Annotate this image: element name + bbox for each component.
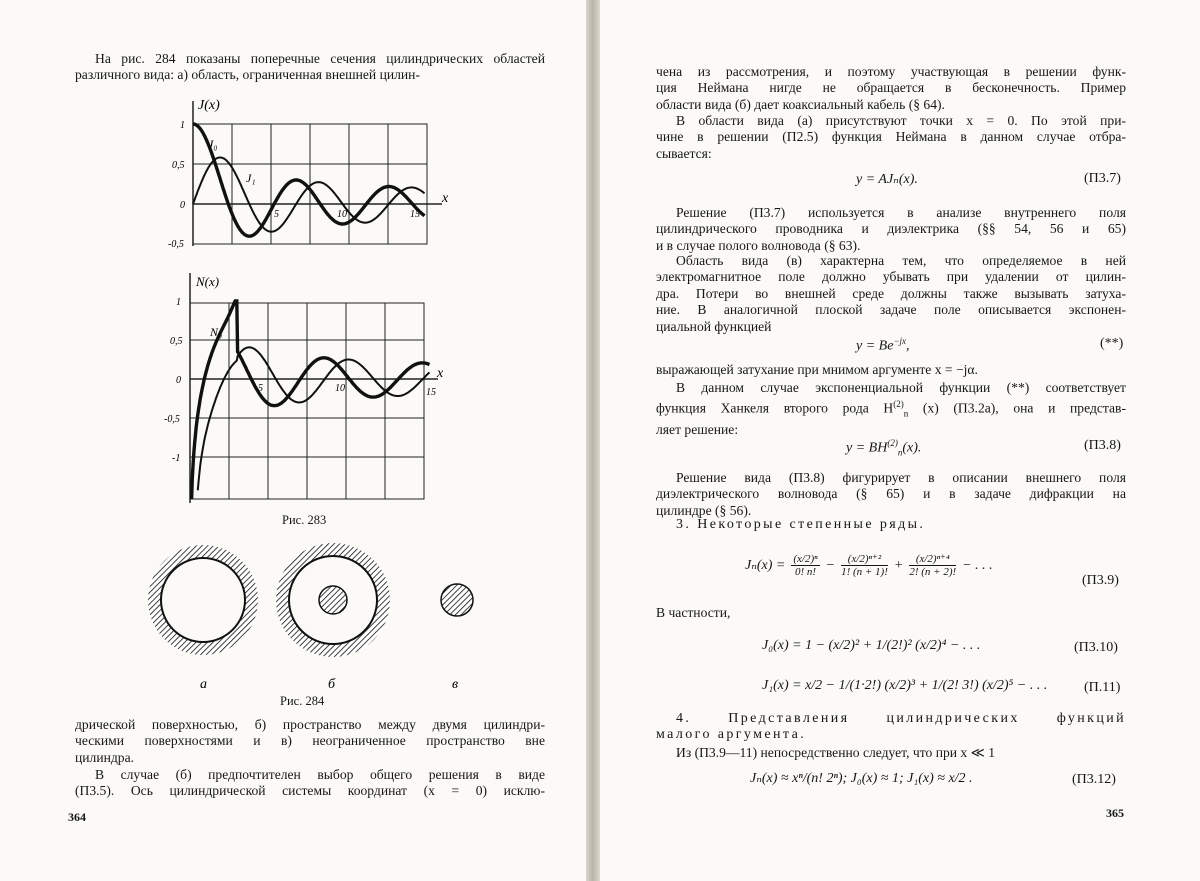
- equation-number-p3-10: (П3.10): [1074, 640, 1118, 655]
- equation-number-p3-8: (П3.8): [1084, 438, 1121, 453]
- region-label-a: а: [200, 677, 207, 692]
- fig284-caption: Рис. 284: [280, 694, 325, 708]
- right-para-1: чена из рассмотрения, и поэтому участвующая в решении функ- ция Неймана нигде не обращается в бесконечность. Пример области вида (б) дает коаксиальный кабель (§ 64).: [656, 64, 1126, 112]
- equation-p3-11: J₁(x) = x/2 − 1/(1·2!) (x/2)³ + 1/(2! 3!) (x/2)⁵ − . . .: [762, 678, 1048, 693]
- graph1-curve-j1: J₁: [246, 171, 256, 185]
- heading-small-argument: 4. Представления цилиндрических функций малого аргумента.: [656, 711, 1126, 742]
- right-para-8: Из (П3.9—11) непосредственно следует, что при x ≪ 1: [676, 745, 996, 760]
- equation-p3-10: J₀(x) = 1 − (x/2)² + 1/(2!)² (x/2)⁴ − . . .: [762, 638, 981, 653]
- equation-p3-8: $y = BH^{(2)}_n(x)$.: [846, 438, 922, 458]
- cylinder-regions-figure: [140, 528, 500, 703]
- neumann-n-graph: [150, 268, 450, 508]
- graph1-xtick-15: 15: [410, 209, 420, 220]
- graph1-xlabel: x: [442, 191, 449, 206]
- page-number-right: 365: [1106, 806, 1124, 820]
- graph1-ytick-0: 0: [180, 200, 185, 211]
- graph2-ytick-1: 1: [176, 297, 181, 308]
- graph1-ytick-m05: -0,5: [168, 239, 184, 250]
- equation-number-p3-7: (П3.7): [1084, 171, 1121, 186]
- graph1-ytick-1: 1: [180, 120, 185, 131]
- graph2-ytick-m1: -1: [172, 453, 181, 464]
- left-page: [0, 0, 586, 881]
- right-page: [600, 0, 1200, 881]
- right-para-4: Область вида (в) характерна тем, что определяемое в ней электромагнитное поле должно убывать при удалении от цилин- дра. Потери во внешней среде должны также вызывать затуха- ние. В аналогичной плоской задаче поле описывается экспонен- циальной функцией: [656, 253, 1126, 334]
- equation-number-exponential: (**): [1100, 336, 1124, 351]
- regions-paragraph: дрической поверхностью, б) пространство между двумя цилиндри- ческими поверхностями и в) неограниченное пространство вне цилиндра.: [75, 717, 545, 765]
- graph2-ylabel: N(x): [196, 274, 220, 289]
- graph2-xlabel: x: [437, 366, 444, 381]
- right-para-6: В данном случае экспоненциальной функции (**) соответствует функция Ханкеля второго рода $H^{(2)}_n$ (x) (П3.2а), она и представ- ляет решение:: [656, 380, 1126, 438]
- region-c-shape: [441, 584, 473, 616]
- equation-number-p3-11: (П.11): [1084, 680, 1121, 695]
- equation-exponential: $y = Be^{-jx}$,: [856, 336, 910, 354]
- region-label-c: в: [452, 677, 459, 692]
- graph1-xtick-5: 5: [274, 209, 279, 220]
- graph1-curve-j0: J₀: [208, 137, 218, 151]
- page-number-left: 364: [68, 810, 86, 824]
- in-particular: В частности,: [656, 605, 731, 620]
- choice-paragraph: В случае (б) предпочтителен выбор общего решения в виде (П3.5). Ось цилиндрической системы координат (x = 0) исклю-: [75, 767, 545, 799]
- fig283-caption: Рис. 283: [282, 513, 327, 527]
- region-b-shape: [276, 543, 390, 657]
- right-para-2: В области вида (а) присутствуют точки x = 0. По этой при- чине в решении (П2.5) функция Неймана в данном случае отбра- сывается:: [656, 113, 1126, 161]
- graph2-curve-n0: N₀: [210, 325, 223, 339]
- book-gutter: [586, 0, 600, 881]
- graph2-xtick-10: 10: [335, 383, 345, 394]
- graph1-ylabel: J(x): [198, 98, 220, 113]
- right-para-3: Решение (П3.7) используется в анализе внутреннего поля цилиндрического проводника и диэлектрика (§§ 54, 56 и 65) и в случае полого волновода (§ 63).: [656, 205, 1126, 253]
- equation-p3-9: Jₙ(x) = $\frac{\text{(x/2)ⁿ}}{0! n!}$ − $\frac{\text{(x/2)ⁿ⁺²}}{1! (n + 1)!}$ + $\frac{\text{(x/2)ⁿ⁺⁴}}{2! (n + 2)!}$ − . . .: [745, 553, 993, 578]
- graph1-ytick-05: 0,5: [172, 160, 185, 171]
- equation-p3-12: Jₙ(x) ≈ xⁿ/(n! 2ⁿ); J₀(x) ≈ 1; J₁(x) ≈ x/2 .: [750, 771, 973, 786]
- equation-number-p3-12: (П3.12): [1072, 772, 1116, 787]
- right-para-5: выражающей затухание при мнимом аргументе x = −jα.: [656, 362, 978, 377]
- heading-power-series: 3. Некоторые степенные ряды.: [676, 517, 926, 532]
- graph2-ytick-m05: -0,5: [164, 414, 180, 425]
- intro-text: На рис. 284 показаны поперечные сечения цилиндрических областей различного вида: а) область, ограниченная внешней цилин-: [75, 51, 545, 83]
- equation-number-p3-9: (П3.9): [1082, 573, 1119, 588]
- graph2-xtick-5: 5: [258, 383, 263, 394]
- equation-p3-7: y = AJₙ(x).: [856, 172, 918, 187]
- graph2-xtick-15: 15: [426, 387, 436, 398]
- graph2-ytick-05: 0,5: [170, 336, 183, 347]
- bessel-j-graph: [150, 96, 450, 256]
- region-a-shape: [148, 545, 258, 655]
- graph1-xtick-10: 10: [337, 209, 347, 220]
- right-para-7: Решение вида (П3.8) фигурирует в описании внешнего поля диэлектрического волновода (§ 65) и в задаче дифракции на цилиндре (§ 56).: [656, 470, 1126, 518]
- graph2-ytick-0: 0: [176, 375, 181, 386]
- region-label-b: б: [328, 677, 336, 692]
